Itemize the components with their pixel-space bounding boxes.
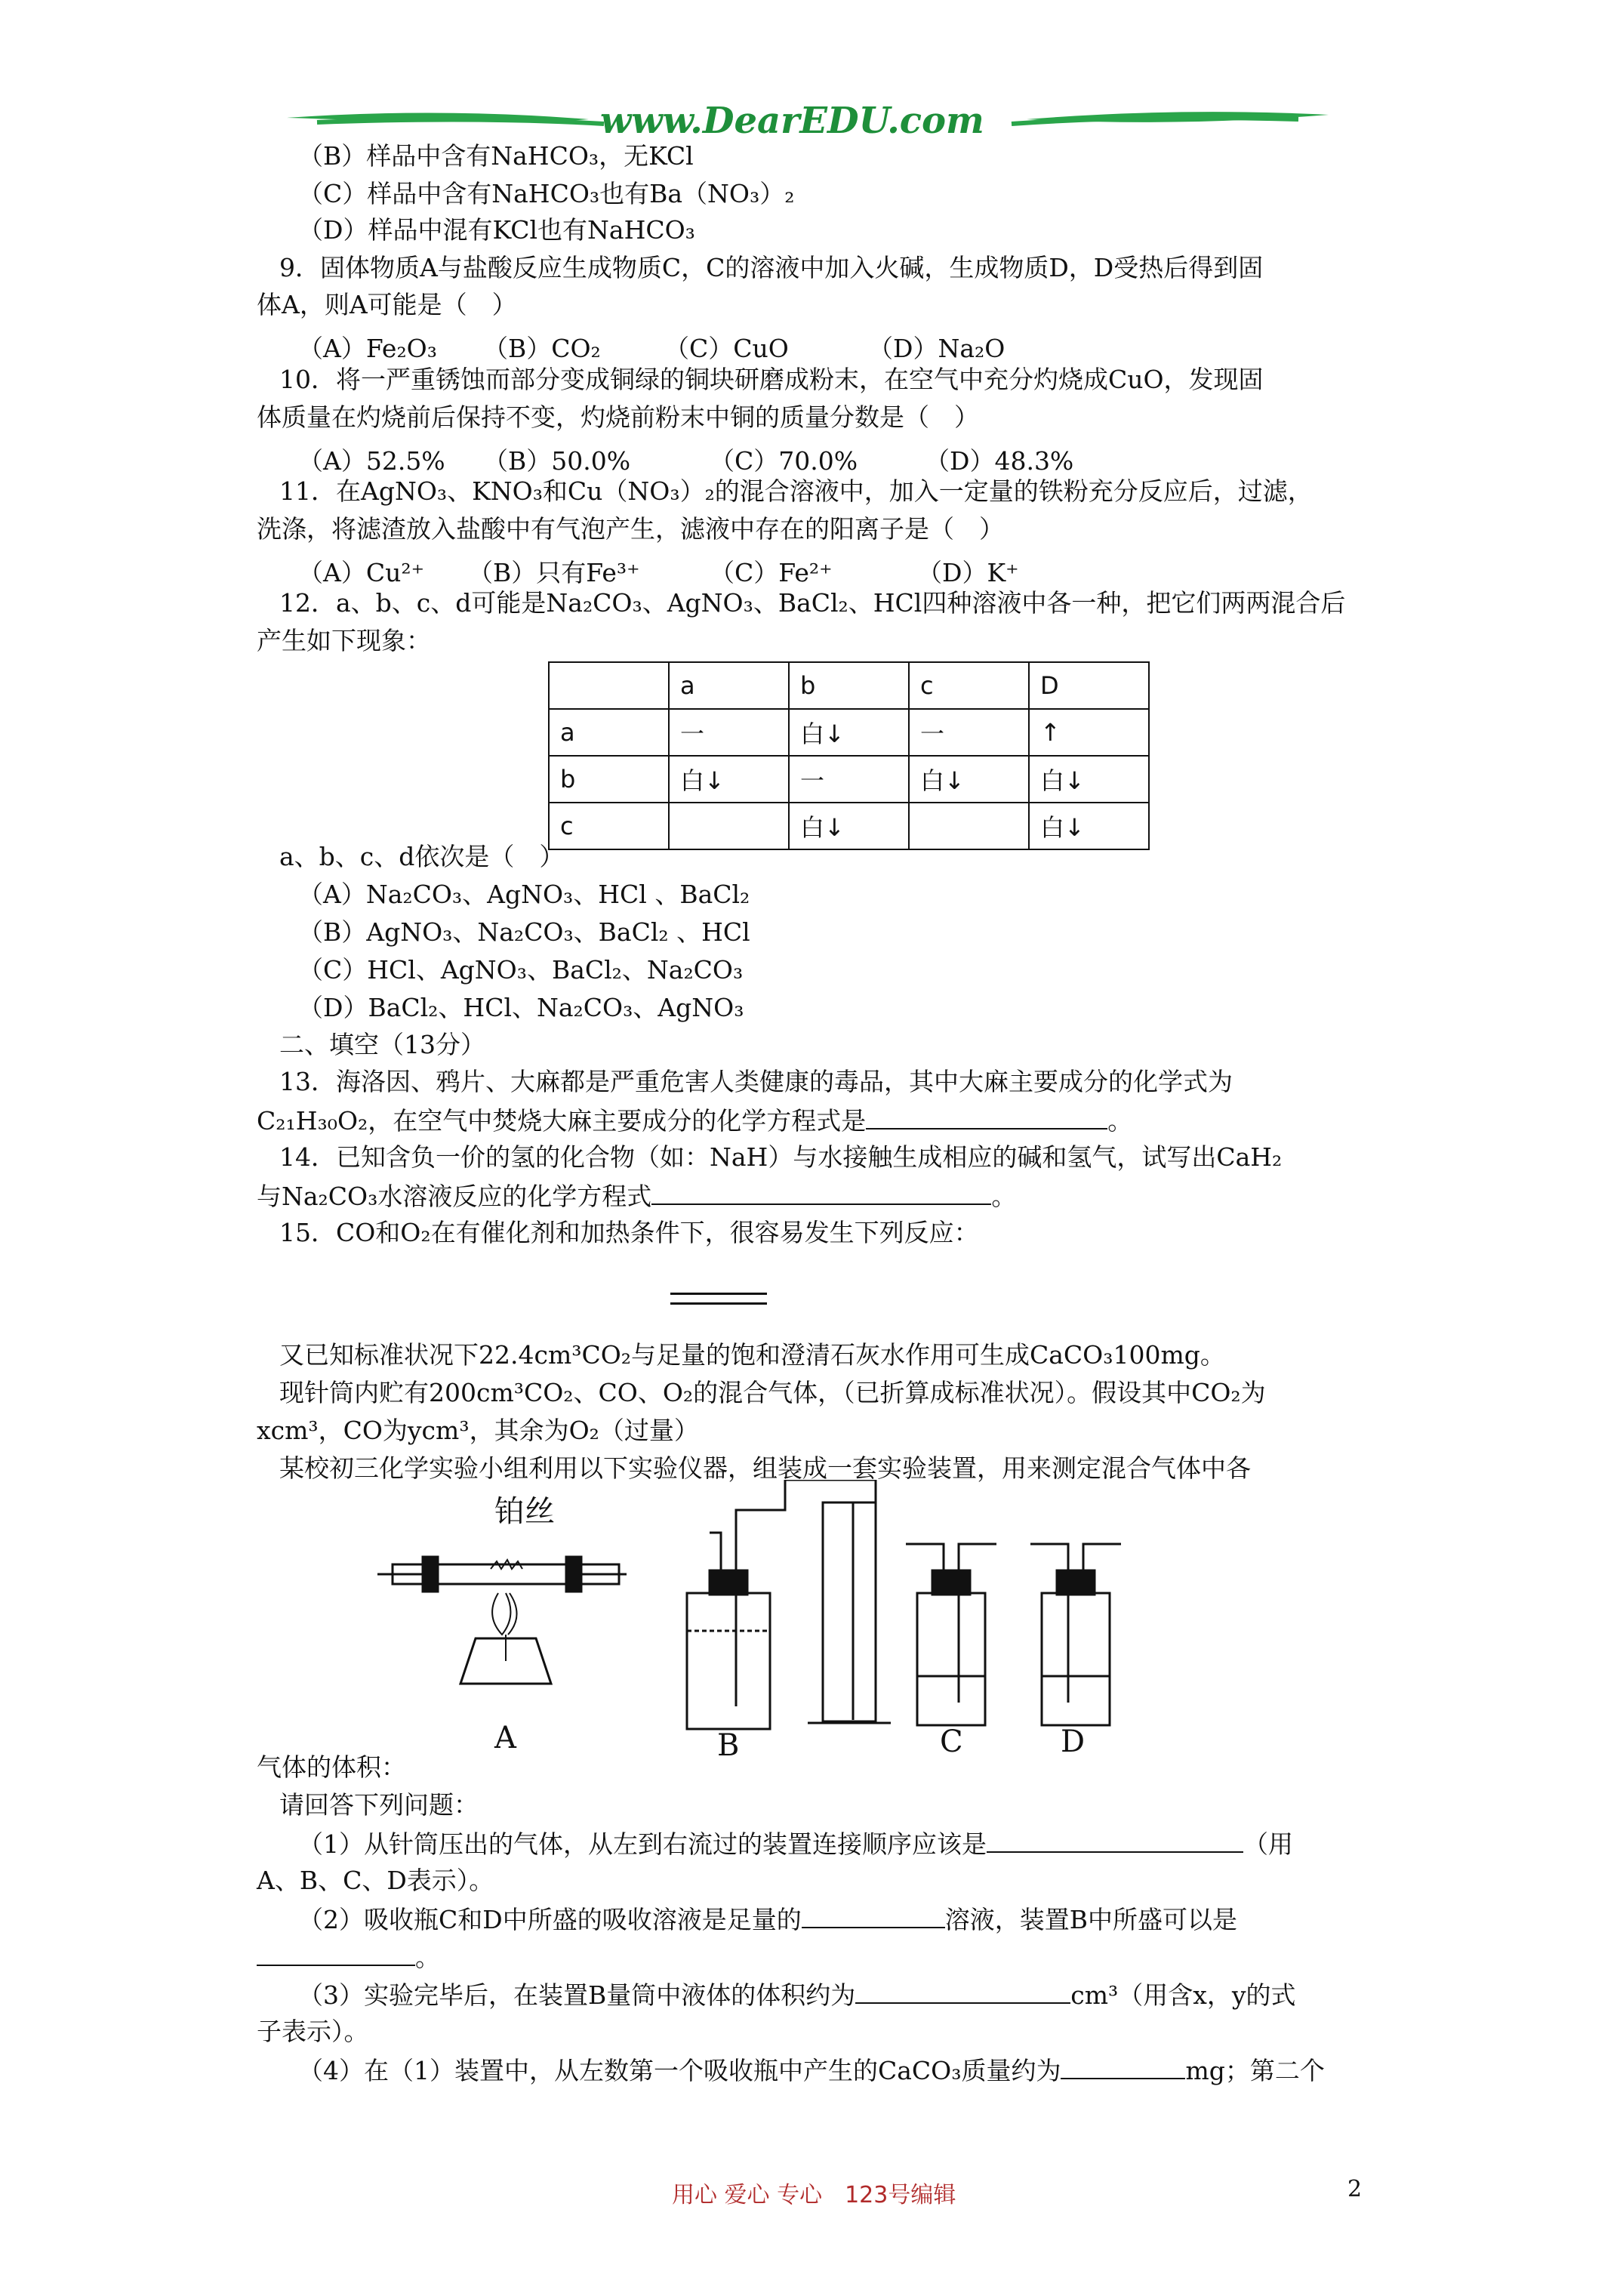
q14-text-2 bbox=[257, 1182, 1016, 1209]
q8-option-c: （C）样品中含有NaHCO₃也有Ba（NO₃）₂ bbox=[298, 179, 795, 208]
q11-text: 11．在AgNO₃、KNO₃和Cu（NO₃）₂的混合溶液中，加入一定量的铁粉充分反应后，过滤， bbox=[279, 476, 1313, 506]
q15-para-2b: xcm³，CO为ycm³，其余为O₂（过量） bbox=[257, 1416, 699, 1445]
q13-end: 。 bbox=[1107, 1106, 1133, 1136]
q15-para-2: 现针筒内贮有200cm³CO₂、CO、O₂的混合气体，（已折算成标准状况）。假设其中CO₂为 bbox=[279, 1378, 1266, 1407]
table-cell: D bbox=[1029, 662, 1149, 709]
table-cell bbox=[549, 662, 669, 709]
q15-sub-4 bbox=[298, 2057, 1325, 2083]
table-row bbox=[549, 756, 1149, 803]
table-cell bbox=[669, 803, 789, 849]
sub2-text: （2）吸收瓶C和D中所盛的吸收溶液是足量的 bbox=[298, 1905, 802, 1934]
sub3-text-2: cm³（用含x，y的式 bbox=[1070, 1980, 1296, 2010]
page-number: 2 bbox=[1347, 2176, 1363, 2202]
table-row bbox=[549, 662, 1149, 709]
table-cell: 白↓ bbox=[1029, 756, 1149, 803]
q9-text: 9．固体物质A与盐酸反应生成物质C，C的溶液中加入火碱，生成物质D，D受热后得到固 bbox=[279, 253, 1264, 282]
table-cell: 白↓ bbox=[789, 709, 909, 756]
sub3-text: （3）实验完毕后，在装置B量筒中液体的体积约为 bbox=[298, 1980, 856, 2010]
q15-sub-1b: A、B、C、D表示）。 bbox=[257, 1866, 494, 1895]
q10-text-2: 体质量在灼烧前后保持不变，灼烧前粉末中铜的质量分数是（ ） bbox=[257, 402, 979, 432]
apparatus-b bbox=[687, 1480, 891, 1729]
table-cell: ↑ bbox=[1029, 709, 1149, 756]
apparatus-a bbox=[377, 1557, 627, 1684]
q15-text: 15．CO和O₂在有催化剂和加热条件下，很容易发生下列反应： bbox=[279, 1218, 979, 1247]
footer-text: 用心 爱心 专心 123号编辑 bbox=[672, 2182, 956, 2208]
q12-option-c: （C）HCl、AgNO₃、BaCl₂、Na₂CO₃ bbox=[298, 955, 744, 985]
q9-option-b: （B）CO₂ bbox=[483, 334, 601, 363]
q10-option-c: （C）70.0% bbox=[710, 446, 858, 476]
table-cell: c bbox=[909, 662, 1029, 709]
reaction-table bbox=[548, 661, 1150, 850]
answer-blank[interactable] bbox=[802, 1906, 945, 1928]
q12-text: 12．a、b、c、d可能是Na₂CO₃、AgNO₃、BaCl₂、HCl四种溶液中各一种，把它们两两混合后 bbox=[279, 588, 1346, 618]
q9-option-a: （A）Fe₂O₃ bbox=[298, 334, 437, 363]
q15-ask: 请回答下列问题： bbox=[279, 1790, 479, 1820]
sub1-text: （1）从针筒压出的气体，从左到右流过的装置连接顺序应该是 bbox=[298, 1829, 987, 1859]
sub4-text: （4）在（1）装置中，从左数第一个吸收瓶中产生的CaCO₃质量约为 bbox=[298, 2056, 1061, 2085]
q14-end: 。 bbox=[991, 1182, 1017, 1211]
label-d: D bbox=[1061, 1724, 1086, 1759]
q11-text-2: 洗涤，将滤渣放入盐酸中有气泡产生，滤液中存在的阳离子是（ ） bbox=[257, 514, 1004, 544]
q15-para-3b: 气体的体积： bbox=[257, 1752, 406, 1782]
answer-blank[interactable] bbox=[855, 1981, 1070, 2004]
q15-sub-2 bbox=[298, 1906, 1237, 1932]
sub4-text-2: mg；第二个 bbox=[1185, 2056, 1325, 2085]
q12-option-a: （A）Na₂CO₃、AgNO₃、HCl 、BaCl₂ bbox=[298, 880, 750, 909]
q12-text-2: 产生如下现象： bbox=[257, 626, 431, 655]
apparatus-c bbox=[906, 1544, 996, 1725]
q13-text: 13．海洛因、鸦片、大麻都是严重危害人类健康的毒品，其中大麻主要成分的化学式为 bbox=[279, 1067, 1233, 1096]
label-a: A bbox=[494, 1721, 516, 1755]
q13-text-2 bbox=[257, 1106, 1133, 1136]
q13-text-span: C₂₁H₃₀O₂，在空气中焚烧大麻主要成分的化学方程式是 bbox=[257, 1106, 867, 1136]
answer-blank[interactable] bbox=[651, 1182, 991, 1205]
q10-option-d: （D）48.3% bbox=[925, 446, 1074, 476]
table-row bbox=[549, 803, 1149, 849]
q8-option-d: （D）样品中混有KCl也有NaHCO₃ bbox=[298, 215, 695, 245]
q11-option-b: （B）只有Fe³⁺ bbox=[468, 558, 640, 587]
sub1-text-2: （用 bbox=[1243, 1829, 1293, 1859]
q14-text-span: 与Na₂CO₃水溶液反应的化学方程式 bbox=[257, 1182, 652, 1211]
q9-option-c: （C）CuO bbox=[664, 334, 789, 363]
table-row bbox=[549, 709, 1149, 756]
q8-option-b: （B）样品中含有NaHCO₃，无KCl bbox=[298, 141, 694, 171]
q15-sub-1 bbox=[298, 1830, 1293, 1857]
label-c: C bbox=[940, 1724, 963, 1759]
table-cell: 白↓ bbox=[669, 756, 789, 803]
q15-sub-3 bbox=[298, 1981, 1296, 2008]
table-cell: 白↓ bbox=[789, 803, 909, 849]
q11-option-c: （C）Fe²⁺ bbox=[710, 558, 833, 587]
table-cell bbox=[909, 803, 1029, 849]
q9-text-2: 体A，则A可能是（ ） bbox=[257, 290, 517, 319]
table-cell: b bbox=[789, 662, 909, 709]
q11-option-a: （A）Cu²⁺ bbox=[298, 558, 424, 587]
table-cell: 白↓ bbox=[1029, 803, 1149, 849]
table-cell: a bbox=[669, 662, 789, 709]
q10-option-b: （B）50.0% bbox=[483, 446, 631, 476]
apparatus-figure bbox=[377, 1480, 1132, 1767]
reaction-equation-mark bbox=[670, 1293, 767, 1305]
q10-text: 10．将一严重锈蚀而部分变成铜绿的铜块研磨成粉末，在空气中充分灼烧成CuO，发现固 bbox=[279, 365, 1264, 394]
answer-blank[interactable] bbox=[866, 1107, 1107, 1130]
q12-option-b: （B）AgNO₃、Na₂CO₃、BaCl₂ 、HCl bbox=[298, 917, 750, 947]
label-platinum: 铂丝 bbox=[494, 1494, 555, 1529]
table-cell: b bbox=[549, 756, 669, 803]
apparatus-d bbox=[1030, 1544, 1121, 1725]
q15-sub-3b: 子表示）。 bbox=[257, 2017, 369, 2046]
table-cell: a bbox=[549, 709, 669, 756]
table-cell: 一 bbox=[909, 709, 1029, 756]
q15-sub-2b bbox=[257, 1943, 440, 1970]
q11-option-d: （D）K⁺ bbox=[917, 558, 1019, 587]
q12-option-d: （D）BaCl₂、HCl、Na₂CO₃、AgNO₃ bbox=[298, 993, 744, 1022]
q9-option-d: （D）Na₂O bbox=[868, 334, 1006, 363]
answer-blank[interactable] bbox=[987, 1830, 1243, 1853]
q14-text: 14．已知含负一价的氢的化合物（如：NaH）与水接触生成相应的碱和氢气，试写出CaH₂ bbox=[279, 1142, 1283, 1172]
site-logo: www.DearEDU.com bbox=[600, 100, 984, 142]
q15-para-1: 又已知标准状况下22.4cm³CO₂与足量的饱和澄清石灰水作用可生成CaCO₃100mg。 bbox=[279, 1340, 1225, 1370]
answer-blank[interactable] bbox=[1061, 2057, 1185, 2079]
table-cell: c bbox=[549, 803, 669, 849]
sub2-text-2: 溶液，装置B中所盛可以是 bbox=[944, 1905, 1237, 1934]
q10-option-a: （A）52.5% bbox=[298, 446, 445, 476]
table-cell: 一 bbox=[789, 756, 909, 803]
label-b: B bbox=[717, 1728, 740, 1763]
q12-ask: a、b、c、d依次是（ ） bbox=[279, 842, 565, 871]
answer-blank[interactable] bbox=[257, 1943, 415, 1966]
section-title: 二、填空（13分） bbox=[279, 1030, 485, 1059]
table-cell: 白↓ bbox=[909, 756, 1029, 803]
q15-para-3: 某校初三化学实验小组利用以下实验仪器，组装成一套实验装置，用来测定混合气体中各 bbox=[279, 1453, 1251, 1483]
sub2-end: 。 bbox=[415, 1943, 440, 1972]
table-cell: 一 bbox=[669, 709, 789, 756]
